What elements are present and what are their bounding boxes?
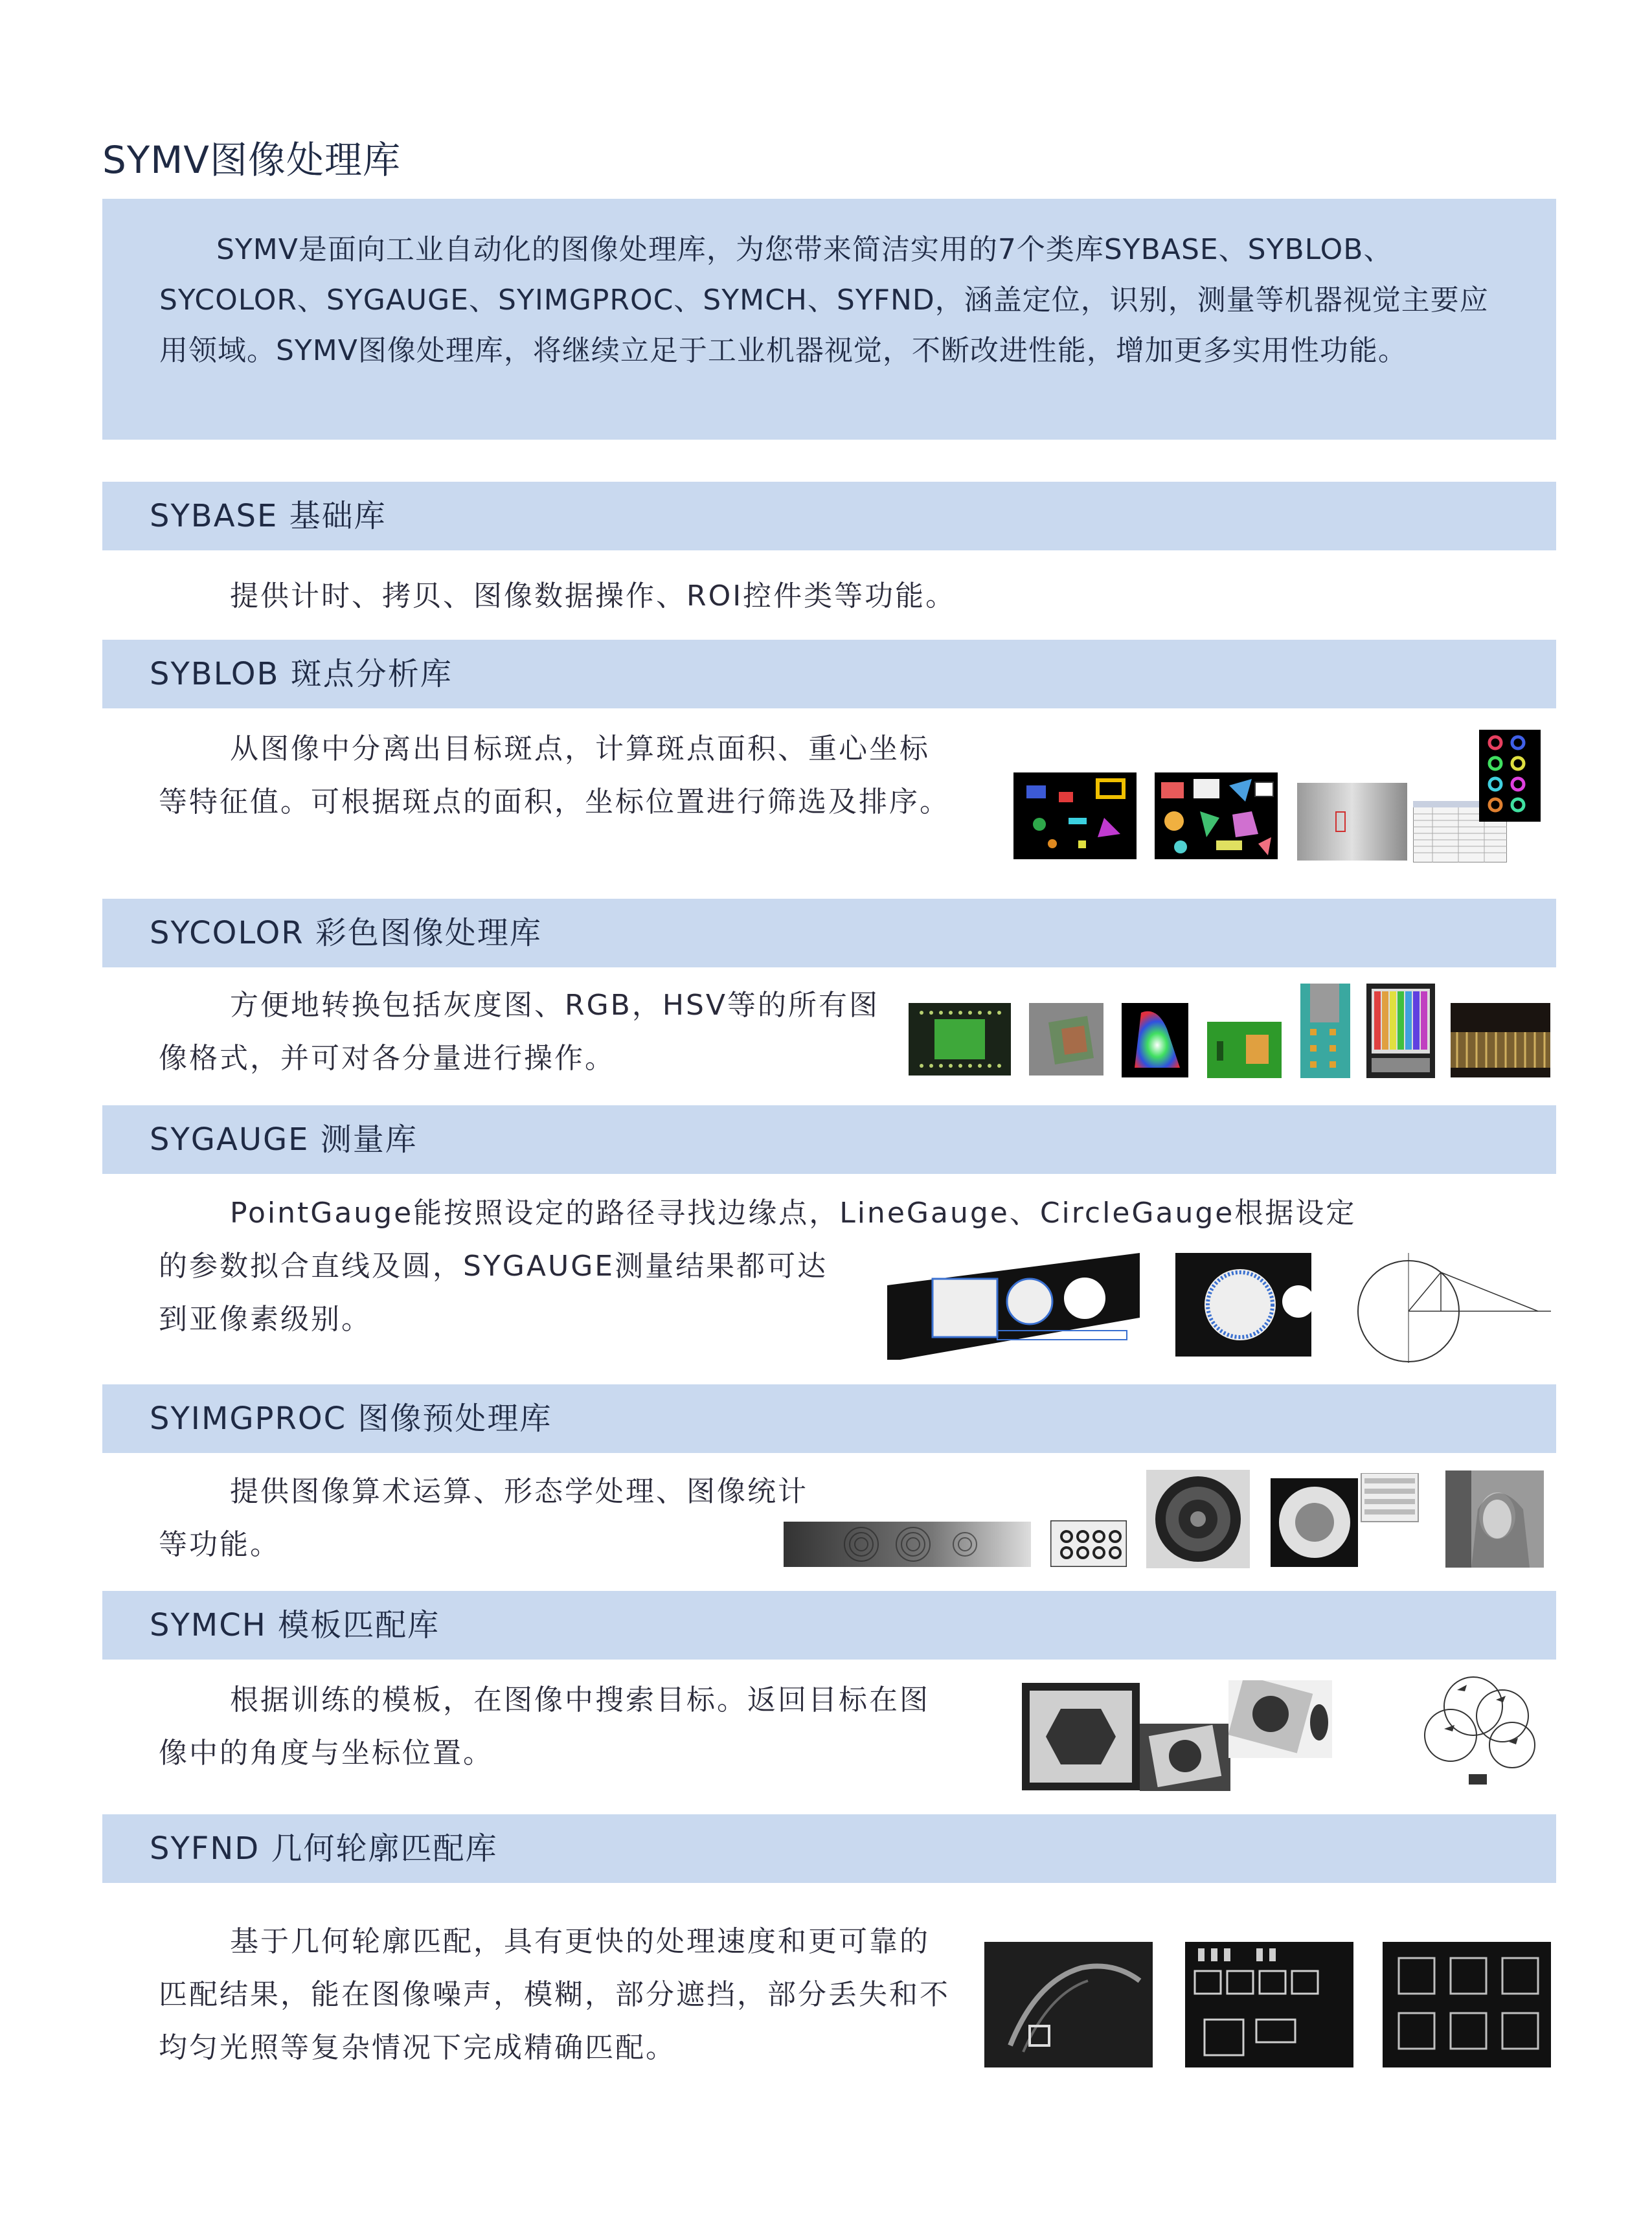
imgproc-xray-dialog-image [1271,1473,1420,1567]
section-header-sybase [102,482,1556,550]
intro-text: SYMV是面向工业自动化的图像处理库，为您带来简洁实用的7个类库SYBASE、SYBLOB、SYCOLOR、SYGAUGE、SYIMGPROC、SYMCH、SYFND，涵盖定位，识别，测量等机器视觉主要应用领域。SYMV图像处理库，将继续立足于工业机器视觉，不断改进性能，增加更多实用性功能。 [159,233,1489,367]
section-header-symch [102,1591,1556,1660]
blob-example-image-3 [1297,783,1407,861]
fnd-example-image-3 [1383,1942,1551,2067]
section-desc-syfnd: 基于几何轮廓匹配，具有更快的处理速度和更可靠的匹配结果，能在图像噪声，模糊，部分遮挡，部分丢失和不均匀光照等复杂情况下完成精确匹配。 [159,1925,950,2064]
color-gamut-image [1122,1003,1188,1077]
color-example-gray-image [1029,1003,1103,1076]
color-example-pins-image [1300,984,1350,1078]
section-desc-syblob: 从图像中分离出目标斑点，计算斑点面积、重心坐标等特征值。可根据斑点的面积，坐标位置进行筛选及排序。 [159,732,950,818]
section-title: SYFND 几何轮廓匹配库 [150,1830,498,1867]
gauge-example-circle-image [1175,1240,1311,1366]
match-birds-diagram-image [1412,1671,1548,1790]
match-example-image-1 [1022,1683,1140,1790]
color-chart-image [1366,984,1435,1078]
section-header-syfnd [102,1814,1556,1883]
section-desc-sybase: 提供计时、拷贝、图像数据操作、ROI控件类等功能。 [230,580,956,613]
section-title: SYBASE 基础库 [150,498,387,534]
blob-example-image-2 [1155,772,1278,859]
color-example-connector-image [1451,1003,1550,1077]
section-title: SYBLOB 斑点分析库 [150,656,453,692]
color-example-green-image [1207,1022,1282,1078]
blob-ring-image [1479,730,1541,822]
gauge-example-plate-image [881,1240,1146,1366]
section-header-sycolor [102,899,1556,967]
imgproc-portrait-image [1445,1470,1544,1568]
section-header-syblob [102,640,1556,708]
section-header-sygauge [102,1105,1556,1174]
imgproc-fingerprint-strip-image [784,1522,1031,1567]
imgproc-speaker-image [1146,1470,1250,1568]
blob-example-image-1 [1013,772,1137,859]
section-title: SYMCH 模板匹配库 [150,1607,440,1643]
match-example-image-2 [1140,1724,1230,1791]
section-desc-sycolor: 方便地转换包括灰度图、RGB，HSV等的所有图像格式，并可对各分量进行操作。 [159,989,879,1075]
section-desc-symch: 根据训练的模板，在图像中搜索目标。返回目标在图像中的角度与坐标位置。 [159,1684,930,1770]
section-title: SYGAUGE 测量库 [150,1121,418,1158]
section-header-syimgproc [102,1384,1556,1453]
gauge-geometry-diagram-image [1344,1240,1551,1366]
section-title: SYCOLOR 彩色图像处理库 [150,915,542,951]
match-example-image-3 [1228,1680,1332,1758]
fnd-example-image-2 [1185,1942,1353,2067]
section-title: SYIMGPROC 图像预处理库 [150,1401,552,1437]
imgproc-chip-image [1050,1520,1127,1567]
fnd-example-image-1 [984,1942,1153,2067]
section-desc-syimgproc: 提供图像算术运算、形态学处理、图像统计等功能。 [159,1475,808,1561]
section-desc-sygauge-rest: 的参数拟合直线及圆，SYGAUGE测量结果都可达到亚像素级别。 [159,1250,828,1336]
page-title: SYMV图像处理库 [102,138,401,182]
color-example-bga-image [909,1003,1011,1076]
intro-panel [102,199,1556,440]
section-desc-sygauge-line1: PointGauge能按照设定的路径寻找边缘点，LineGauge、CircleGauge根据设定 [230,1197,1357,1230]
